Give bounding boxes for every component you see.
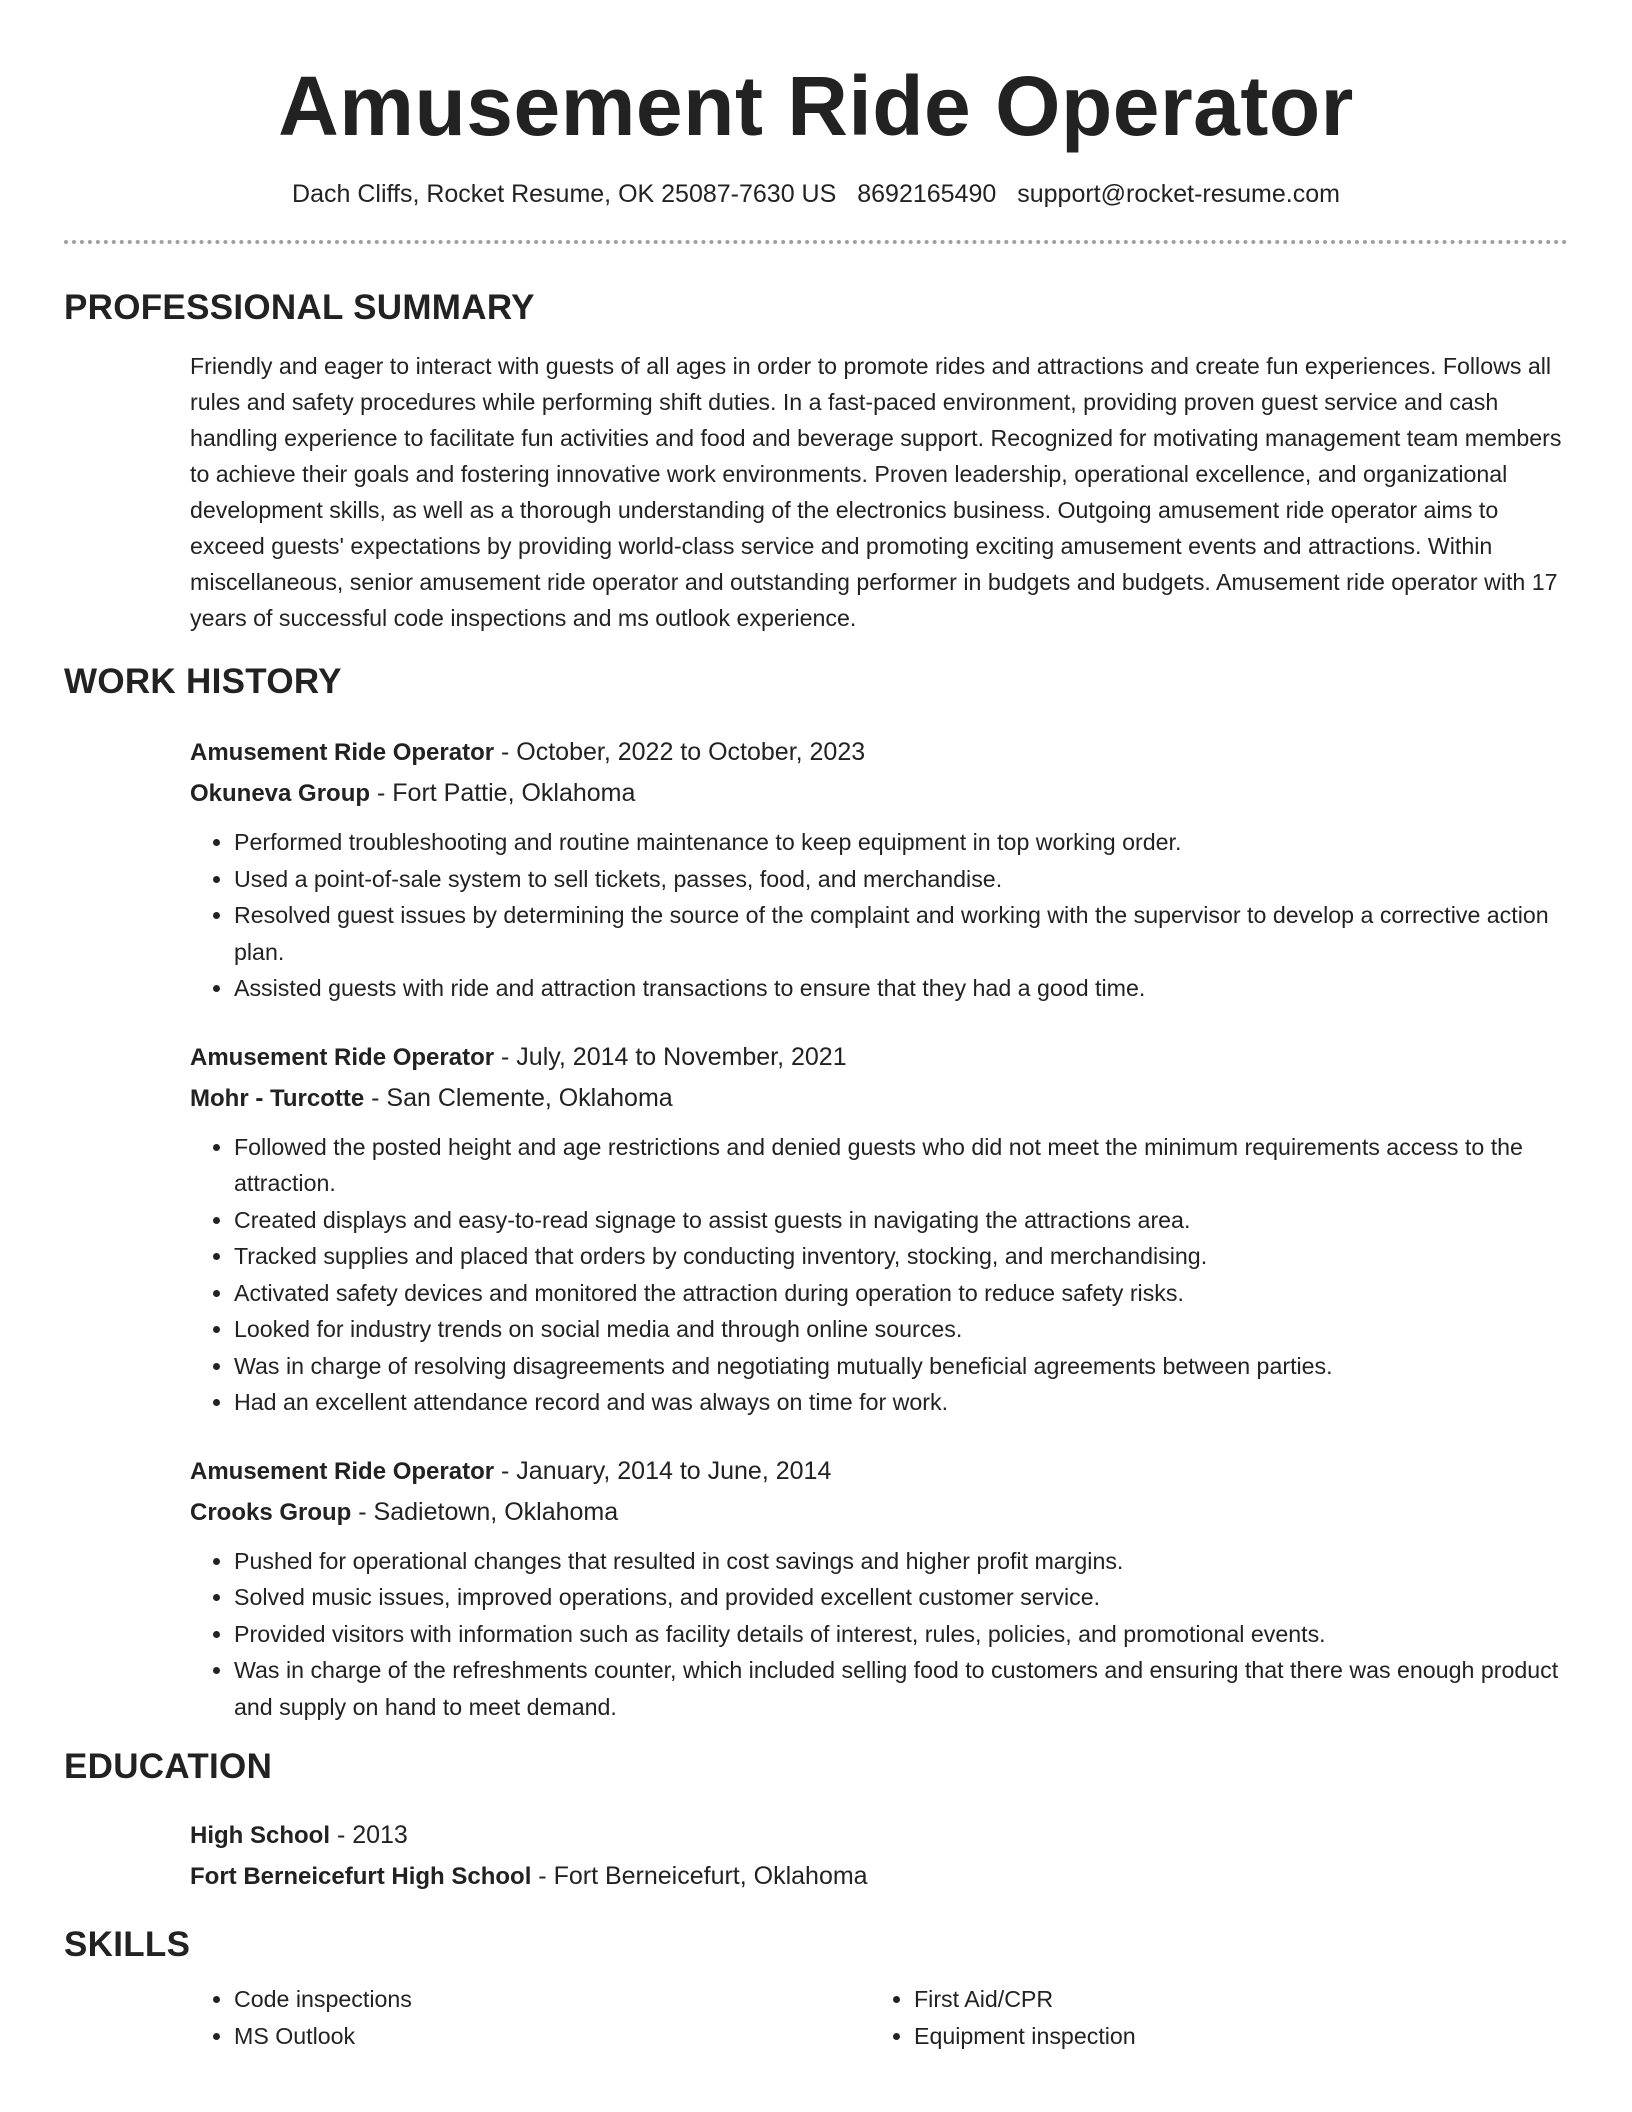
job-bullet: • Created displays and easy-to-read signage to assist guests in navigating the attractions area. [234,1202,1568,1239]
job-dates: - January, 2014 to June, 2014 [494,1456,832,1485]
job-bullets [190,1543,1568,1726]
skill-item: • Equipment inspection [914,2018,1550,2055]
job-role: Amusement Ride Operator [190,1457,495,1485]
skill-item: • MS Outlook [234,2018,870,2055]
job-bullet: • Provided visitors with information such as facility details of interest, rules, policies, and promotional events. [234,1616,1568,1653]
skills-column-right [870,1981,1550,2054]
job-bullet: • Was in charge of resolving disagreements and negotiating mutually beneficial agreements between parties. [234,1348,1568,1385]
job-title-line [190,732,1568,773]
job-dates: - October, 2022 to October, 2023 [494,738,866,766]
job-title-line [190,1037,1568,1078]
education-heading: EDUCATION [64,1747,273,1786]
job-entry [190,1451,1568,1726]
education-school-line [190,1856,1568,1897]
job-bullet: • Performed troubleshooting and routine maintenance to keep equipment in top working order. [234,824,1568,861]
contact-email: support@rocket-resume.com [1017,180,1340,208]
job-company-line [190,1492,1568,1533]
skills-grid [190,1981,1568,2054]
education-location: - Fort Berneicefurt, Oklahoma [531,1862,868,1890]
resume-name: Amusement Ride Operator [278,59,1354,153]
contact-address: Dach Cliffs, Rocket Resume, OK 25087-7630 US [292,180,837,208]
job-company: Mohr - Turcotte [190,1084,365,1112]
job-bullet: • Had an excellent attendance record and was always on time for work. [234,1384,1568,1421]
skill-item: • Code inspections [234,1981,870,2018]
job-bullet: • Followed the posted height and age restrictions and denied guests who did not meet the minimum requirements access to the attraction. [234,1129,1568,1202]
work-history-list [190,732,1568,1725]
job-bullet: • Tracked supplies and placed that orders by conducting inventory, stocking, and merchandising. [234,1238,1568,1275]
job-bullet: • Was in charge of the refreshments counter, which included selling food to customers and ensuring that there was enough product and supply on hand to meet demand. [234,1652,1568,1725]
job-dates: - July, 2014 to November, 2021 [494,1042,847,1071]
skills-heading: SKILLS [64,1925,191,1964]
job-bullet: • Pushed for operational changes that resulted in cost savings and higher profit margins. [234,1543,1568,1580]
job-role: Amusement Ride Operator [190,739,495,766]
job-location: - Sadietown, Oklahoma [351,1497,619,1526]
contact-line [64,176,1568,212]
job-bullets [190,1129,1568,1421]
header-divider [64,240,1568,244]
contact-phone: 8692165490 [857,180,997,208]
summary-text: Friendly and eager to interact with guests of all ages in order to promote rides and attractions and create fun experiences. Follows all rules and safety procedures while performing shift duties. In a fast-paced environment, providing proven guest service and cash handling experience to facilitate fun activities and food and beverage support. Recognized for motivating management team members to achieve their goals and fostering innovative work environments. Proven leadership, operational excellence, and organizational development skills, as well as a thorough understanding of the electronics business. Outgoing amusement ride operator aims to exceed guests' expectations by providing world-class service and promoting exciting amusement events and attractions. Within miscellaneous, senior amusement ride operator and outstanding performer in budgets and budgets. Amusement ride operator with 17 years of successful code inspections and ms outlook experience. [190,353,1562,631]
work-history-heading: WORK HISTORY [64,662,342,701]
job-bullet: • Activated safety devices and monitored the attraction during operation to reduce safety risks. [234,1275,1568,1312]
job-entry [190,1037,1568,1421]
education-entry [190,1815,1568,1897]
job-entry [190,732,1568,1007]
summary-heading: PROFESSIONAL SUMMARY [64,288,535,327]
education-year: - 2013 [330,1821,408,1849]
job-location: - San Clemente, Oklahoma [364,1083,673,1112]
job-company: Crooks Group [190,1498,352,1526]
job-company: Okuneva Group [190,780,371,807]
education-degree: High School [190,1822,330,1849]
job-company-line [190,773,1568,814]
job-role: Amusement Ride Operator [190,1043,495,1071]
job-bullets [190,824,1568,1007]
job-bullet: • Used a point-of-sale system to sell tickets, passes, food, and merchandise. [234,861,1568,898]
job-title-line [190,1451,1568,1492]
education-degree-line [190,1815,1568,1856]
job-company-line [190,1078,1568,1119]
job-bullet: • Resolved guest issues by determining the source of the complaint and working with the supervisor to develop a corrective action plan. [234,897,1568,970]
job-location: - Fort Pattie, Oklahoma [370,779,636,807]
education-school: Fort Berneicefurt High School [190,1863,532,1890]
skill-item: • First Aid/CPR [914,1981,1550,2018]
skills-column-left [190,1981,870,2054]
job-bullet: • Assisted guests with ride and attraction transactions to ensure that they had a good time. [234,970,1568,1007]
job-bullet: • Solved music issues, improved operations, and provided excellent customer service. [234,1579,1568,1616]
job-bullet: • Looked for industry trends on social media and through online sources. [234,1311,1568,1348]
